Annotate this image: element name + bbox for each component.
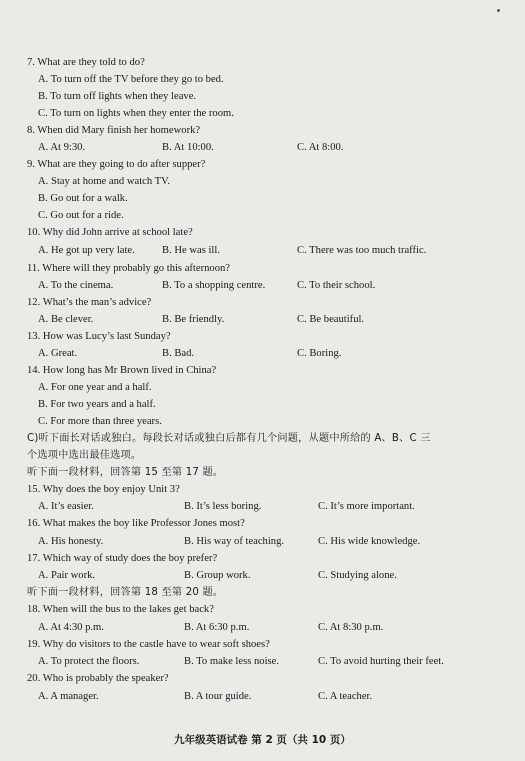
question-8: 8. When did Mary finish her homework? bbox=[27, 125, 201, 136]
q17-option-c: C. Studying alone. bbox=[318, 570, 397, 581]
scan-speck bbox=[497, 9, 500, 12]
q18-option-b: B. At 6:30 p.m. bbox=[184, 622, 250, 633]
q15-option-c: C. It’s more important. bbox=[318, 501, 415, 512]
q19-option-b: B. To make less noise. bbox=[184, 656, 279, 667]
material-1-heading: 听下面一段材料，回答第 15 至第 17 题。 bbox=[27, 467, 224, 478]
question-11: 11. Where will they probably go this afternoon? bbox=[27, 263, 230, 274]
q18-option-a: A. At 4:30 p.m. bbox=[38, 622, 104, 633]
q17-option-a: A. Pair work. bbox=[38, 570, 96, 581]
page-footer: 九年级英语试卷 第 2 页（共 10 页） bbox=[174, 734, 351, 746]
q14-option-c: C. For more than three years. bbox=[38, 416, 162, 427]
q9-option-b: B. Go out for a walk. bbox=[38, 193, 128, 204]
q7-option-a: A. To turn off the TV before they go to bed. bbox=[38, 74, 224, 85]
question-17: 17. Which way of study does the boy prefer? bbox=[27, 553, 218, 564]
q11-option-a: A. To the cinema. bbox=[38, 280, 114, 291]
q20-option-b: B. A tour guide. bbox=[184, 691, 252, 702]
q20-option-a: A. A manager. bbox=[38, 691, 99, 702]
q16-option-a: A. His honesty. bbox=[38, 536, 104, 547]
question-10: 10. Why did John arrive at school late? bbox=[27, 227, 193, 238]
q13-option-a: A. Great. bbox=[38, 348, 78, 359]
question-13: 13. How was Lucy’s last Sunday? bbox=[27, 331, 171, 342]
question-9: 9. What are they going to do after supper? bbox=[27, 159, 206, 170]
q17-option-b: B. Group work. bbox=[184, 570, 251, 581]
q15-option-b: B. It’s less boring. bbox=[184, 501, 262, 512]
q14-option-b: B. For two years and a half. bbox=[38, 399, 156, 410]
q16-option-b: B. His way of teaching. bbox=[184, 536, 285, 547]
q10-option-a: A. He got up very late. bbox=[38, 245, 135, 256]
q18-option-c: C. At 8:30 p.m. bbox=[318, 622, 384, 633]
question-16: 16. What makes the boy like Professor Jones most? bbox=[27, 518, 245, 529]
q7-option-b: B. To turn off lights when they leave. bbox=[38, 91, 197, 102]
question-18: 18. When will the bus to the lakes get back? bbox=[27, 604, 214, 615]
q7-option-c: C. To turn on lights when they enter the room. bbox=[38, 108, 234, 119]
q13-option-b: B. Bad. bbox=[162, 348, 195, 359]
question-20: 20. Who is probably the speaker? bbox=[27, 673, 169, 684]
question-15: 15. Why does the boy enjoy Unit 3? bbox=[27, 484, 180, 495]
q12-option-b: B. Be friendly. bbox=[162, 314, 225, 325]
q13-option-c: C. Boring. bbox=[297, 348, 342, 359]
q9-option-a: A. Stay at home and watch TV. bbox=[38, 176, 171, 187]
q19-option-a: A. To protect the floors. bbox=[38, 656, 140, 667]
q8-option-a: A. At 9:30. bbox=[38, 142, 86, 153]
question-14: 14. How long has Mr Brown lived in China? bbox=[27, 365, 217, 376]
q15-option-a: A. It’s easier. bbox=[38, 501, 94, 512]
q11-option-b: B. To a shopping centre. bbox=[162, 280, 266, 291]
q11-option-c: C. To their school. bbox=[297, 280, 376, 291]
q20-option-c: C. A teacher. bbox=[318, 691, 373, 702]
question-12: 12. What’s the man’s advice? bbox=[27, 297, 152, 308]
section-c-instruction-line-2: 个选项中选出最佳选项。 bbox=[27, 450, 142, 461]
question-19: 19. Why do visitors to the castle have to wear soft shoes? bbox=[27, 639, 270, 650]
q12-option-a: A. Be clever. bbox=[38, 314, 94, 325]
q19-option-c: C. To avoid hurting their feet. bbox=[318, 656, 444, 667]
q12-option-c: C. Be beautiful. bbox=[297, 314, 365, 325]
q16-option-c: C. His wide knowledge. bbox=[318, 536, 421, 547]
q10-option-c: C. There was too much traffic. bbox=[297, 245, 427, 256]
q8-option-b: B. At 10:00. bbox=[162, 142, 214, 153]
q14-option-a: A. For one year and a half. bbox=[38, 382, 152, 393]
q10-option-b: B. He was ill. bbox=[162, 245, 220, 256]
q9-option-c: C. Go out for a ride. bbox=[38, 210, 124, 221]
section-c-instruction-line-1: C)听下面长对话或独白。每段长对话或独白后都有几个问题，从题中所给的 A、B、C 三 bbox=[27, 433, 431, 444]
q8-option-c: C. At 8:00. bbox=[297, 142, 344, 153]
material-2-heading: 听下面一段材料，回答第 18 至第 20 题。 bbox=[27, 587, 224, 598]
question-7: 7. What are they told to do? bbox=[27, 57, 145, 68]
